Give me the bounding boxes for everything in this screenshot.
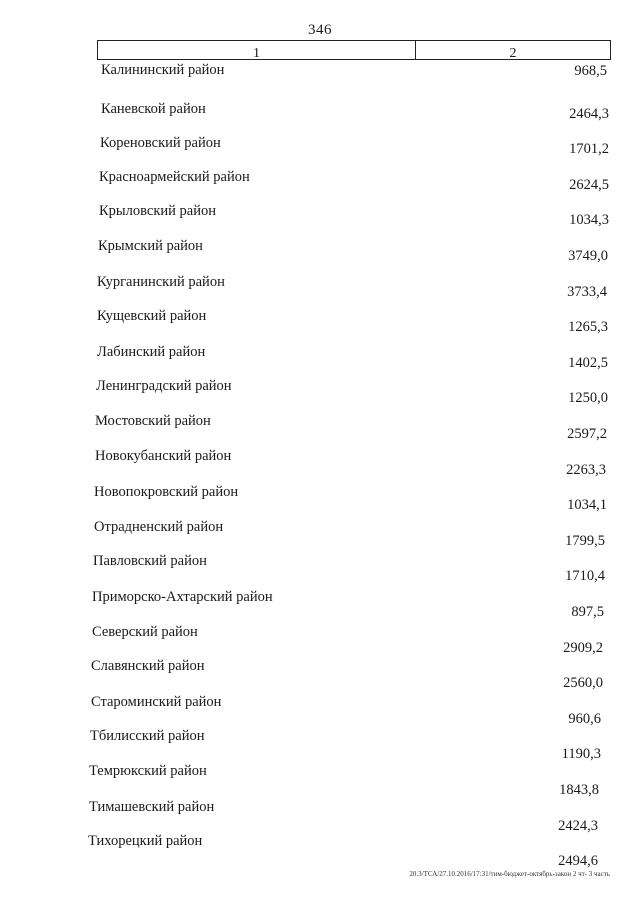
header-column-2: 2 [509,46,517,61]
district-name: Тбилисский район [90,728,205,745]
district-value: 1250,0 [568,390,608,407]
table-row [0,484,640,514]
table-row [0,658,640,692]
district-value: 2263,3 [566,461,606,478]
district-value: 968,5 [574,63,607,79]
district-value: 1701,2 [569,141,609,158]
district-name: Кущевский район [97,308,207,325]
table-row [0,518,640,549]
district-value: 2597,2 [567,426,607,442]
table-row [0,203,640,229]
district-name: Отрадненский район [94,518,224,535]
table-row [0,833,640,870]
district-name: Новопокровский район [94,484,239,501]
district-name: Славянский район [91,658,205,675]
district-value: 2560,0 [563,675,603,692]
district-name: Кореновский район [100,135,221,152]
district-name: Староминский район [91,693,222,710]
district-value: 960,6 [568,710,601,727]
district-value: 1034,3 [569,212,609,229]
district-name: Ленинградский район [96,378,232,395]
district-value: 1402,5 [568,354,608,371]
table-row [0,133,640,158]
district-value: 1034,1 [567,497,607,514]
page-number: 346 [308,22,332,38]
district-name: Темрюкский район [89,763,207,779]
table-row [0,343,640,371]
district-name: Павловский район [93,553,207,570]
district-name: Крымский район [98,238,203,254]
table-row [0,168,640,193]
table-row [0,553,640,585]
table-row [0,378,640,407]
table-row [0,62,640,82]
district-name: Приморско-Ахтарский район [92,589,273,605]
district-value: 1710,4 [565,568,605,585]
district-name: Тимашевский район [89,798,215,815]
table-row [0,447,640,478]
district-value: 1265,3 [568,319,608,336]
table-row [0,798,640,834]
district-value: 2909,2 [563,639,603,656]
table-row [0,728,640,763]
table-row [0,273,640,300]
table-row [0,693,640,727]
table-row [0,98,640,122]
district-name: Крыловский район [99,203,216,220]
footer-note: 20.3/ТСА/27.10.2016/17:31/тим-бюджет-октябрь-закон 2 чт- 3 часть [409,870,610,878]
district-name: Калининский район [101,62,225,78]
district-name: Каневской район [101,100,206,117]
district-value: 2494,6 [558,853,598,870]
district-name: Северский район [92,623,198,640]
district-value: 1799,5 [565,532,605,549]
table-row [0,308,640,336]
district-value: 1190,3 [561,746,601,763]
district-name: Красноармейский район [99,168,250,185]
district-value: 2624,5 [569,176,609,193]
district-name: Лабинский район [97,343,206,360]
district-value: 2424,3 [558,817,598,834]
district-value: 897,5 [571,604,604,620]
district-value: 1843,8 [559,782,599,798]
header-column-1: 1 [98,41,416,59]
table-row [0,589,640,620]
district-name: Курганинский район [97,273,225,290]
table-row [0,763,640,798]
district-name: Новокубанский район [95,447,232,464]
district-name: Тихорецкий район [88,833,203,850]
table-row [0,238,640,264]
district-value: 3749,0 [568,248,608,264]
table-row [0,623,640,656]
table-row [0,413,640,442]
district-value: 3733,4 [567,283,607,300]
district-value: 2464,3 [569,105,609,122]
district-name: Мостовский район [95,413,211,429]
